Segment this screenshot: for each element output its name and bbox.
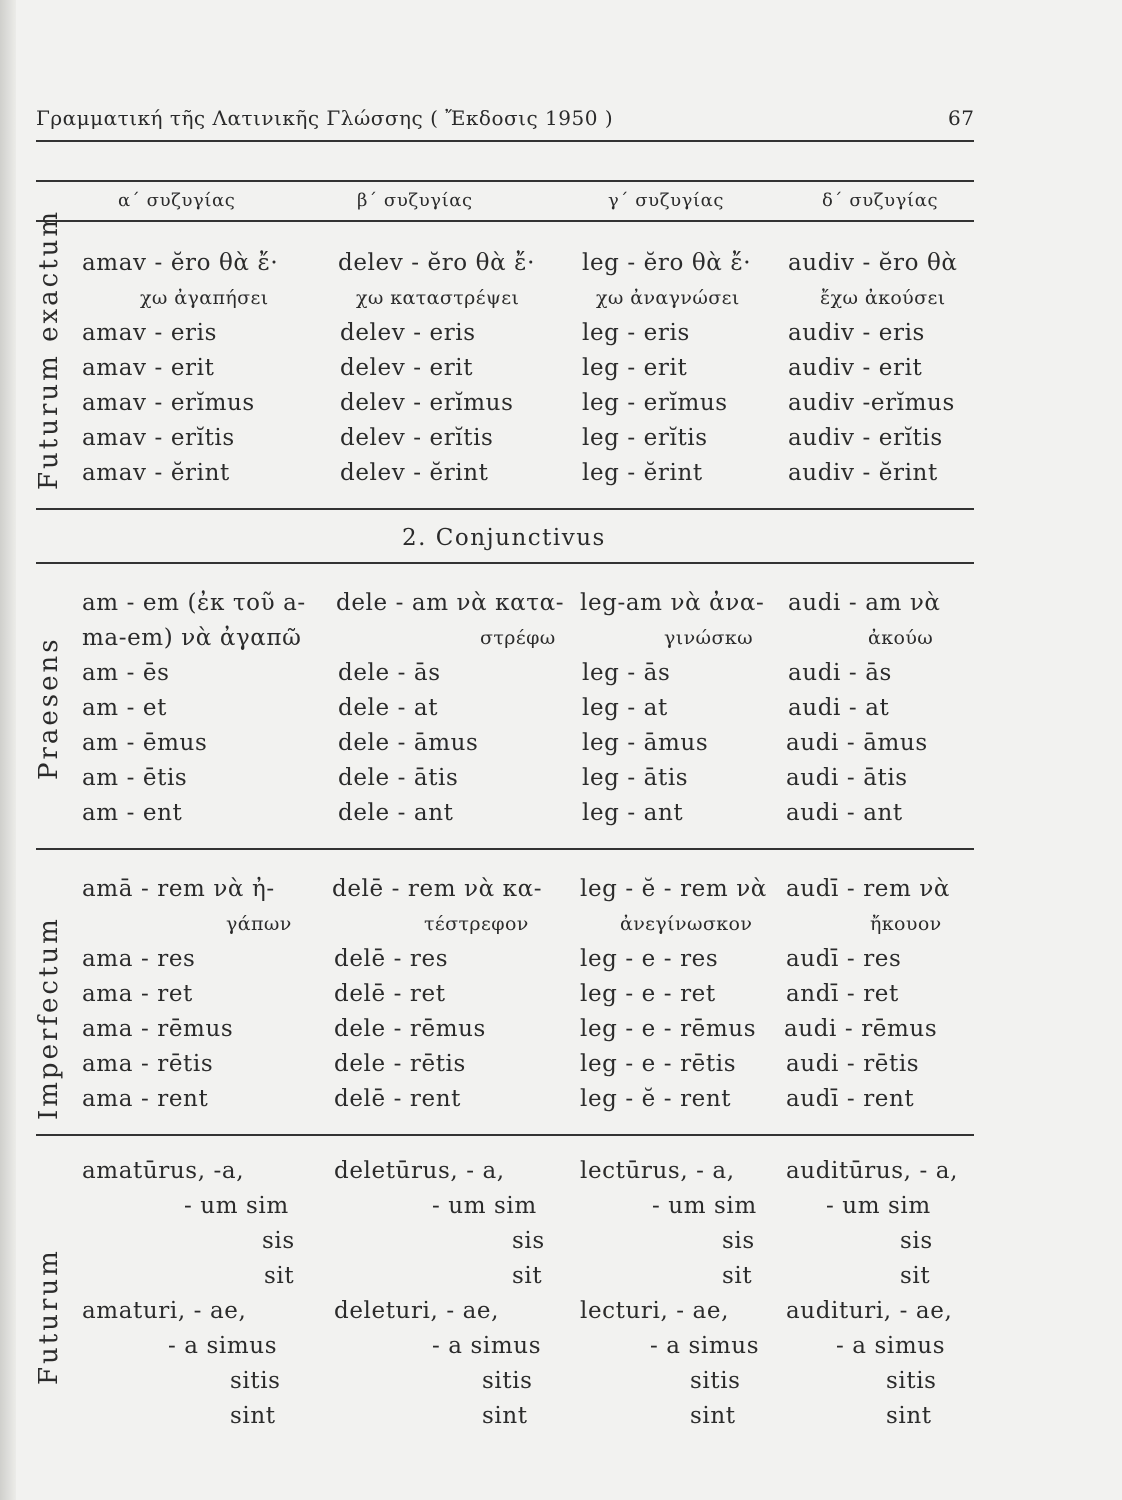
section-label-futurum-exactum: Futurum exactum [34,208,64,490]
section-label-imperfectum: Imperfectum [34,916,64,1120]
table-cell: audi - am νὰ [788,590,941,616]
table-cell: χω καταστρέψει [356,287,520,309]
table-cell: audi - ātis [786,765,908,791]
table-cell: ama - rent [82,1086,209,1112]
table-cell: leg - ĕ - rent [580,1086,732,1112]
table-cell: audī - res [786,946,902,972]
table-cell: γάπων [226,913,292,935]
column-header-1: α΄ συζυγίας [118,190,236,211]
table-cell: delē - rent [334,1086,461,1112]
table-cell: delev - erit [340,355,474,381]
table-cell: audi - ant [786,800,903,826]
table-cell: ama - ret [82,981,193,1007]
table-cell: amav - ĕrint [82,460,230,486]
table-cell: leg - e - ret [580,981,716,1007]
table-cell: delev - erĭtis [340,425,494,451]
table-cell: amav - ĕro θὰ ἔ· [82,250,279,276]
table-cell: deletūrus, - a, [334,1158,505,1184]
table-cell: sit [722,1263,753,1289]
table-cell: sit [264,1263,295,1289]
table-cell: am - ēs [82,660,170,686]
table-cell: deleturi, - ae, [334,1298,500,1324]
table-cell: ma-em) νὰ ἀγαπῶ [82,625,302,651]
section-rule [36,848,974,850]
page-binding-shadow [0,0,16,1500]
table-cell: sit [900,1263,931,1289]
table-cell: χω ἀγαπήσει [140,287,269,309]
section-label-praesens: Praesens [34,636,64,780]
table-cell: lecturi, - ae, [580,1298,729,1324]
table-cell: lectūrus, - a, [580,1158,735,1184]
column-header-4: δ΄ συζυγίας [822,190,939,211]
table-cell: amatūrus, -a, [82,1158,245,1184]
table-cell: leg - e - rētis [580,1051,737,1077]
table-cell: sint [482,1403,528,1429]
table-cell: - a simus [836,1333,946,1359]
table-cell: leg - ĕrint [582,460,703,486]
table-cell: leg - ĕ - rem νὰ [580,876,767,902]
table-cell: am - ētis [82,765,188,791]
table-cell: dele - ātis [338,765,459,791]
table-cell: ama - res [82,946,196,972]
column-header-bottom-rule [36,220,974,222]
table-cell: - um sim [652,1193,757,1219]
table-cell: auditūrus, - a, [786,1158,958,1184]
table-cell: leg - ātis [582,765,689,791]
table-cell: leg - erĭtis [582,425,708,451]
table-cell: delē - ret [334,981,446,1007]
table-cell: leg - ĕro θὰ ἔ· [582,250,752,276]
table-cell: sitis [230,1368,281,1394]
table-cell: andī - ret [786,981,899,1007]
table-cell: audiv - erit [788,355,923,381]
table-cell: audi - āmus [786,730,928,756]
table-cell: delev - erĭmus [340,390,514,416]
header-rule [36,140,974,142]
table-cell: ἤκουον [870,913,942,935]
table-cell: sit [512,1263,543,1289]
section-rule [36,508,974,510]
table-cell: leg - eris [582,320,690,346]
table-cell: dele - am νὰ κατα- [336,590,565,616]
table-cell: audiv - erĭtis [788,425,943,451]
page-number: 67 [948,106,975,130]
table-cell: - a simus [168,1333,278,1359]
table-cell: amav - erit [82,355,215,381]
table-cell: dele - rēmus [334,1016,486,1042]
table-cell: dele - āmus [338,730,479,756]
table-cell: dele - ās [338,660,441,686]
table-cell: leg-am νὰ ἀνα- [580,590,765,616]
running-title: Γραμματική τῆς Λατινικῆς Γλώσσης ( Ἔκδοσις 1950 ) [36,106,614,130]
table-cell: sis [262,1228,295,1254]
table-cell: amav - erĭtis [82,425,235,451]
table-cell: delev - ĕro θὰ ἔ· [338,250,535,276]
table-cell: sitis [482,1368,533,1394]
table-cell: audi - ās [788,660,892,686]
table-cell: leg - erit [582,355,688,381]
table-cell: γινώσκω [664,627,753,649]
table-cell: dele - at [338,695,439,721]
table-cell: ἀνεγίνωσκον [620,913,753,935]
table-cell: dele - ant [338,800,454,826]
table-cell: leg - e - res [580,946,719,972]
table-cell: sint [886,1403,932,1429]
table-cell: am - et [82,695,167,721]
table-cell: am - em (ἐκ τοῦ a- [82,590,306,616]
table-cell: amaturi, - ae, [82,1298,247,1324]
table-cell: audiv - ĕrint [788,460,938,486]
table-cell: sitis [690,1368,741,1394]
table-cell: am - ēmus [82,730,208,756]
table-cell: - a simus [650,1333,760,1359]
table-cell: amav - eris [82,320,217,346]
table-cell: audi - at [788,695,890,721]
table-cell: - a simus [432,1333,542,1359]
section-rule [36,562,974,564]
table-cell: audiv - eris [788,320,925,346]
table-cell: sitis [886,1368,937,1394]
table-cell: ἔχω ἀκούσει [820,287,946,309]
table-cell: τέστρεφον [424,913,529,935]
table-cell: audī - rem νὰ [786,876,951,902]
table-cell: am - ent [82,800,183,826]
table-cell: ἀκούω [868,627,934,649]
column-header-2: β΄ συζυγίας [357,190,473,211]
table-cell: audiv - ĕro θὰ [788,250,958,276]
table-cell: audi - rēmus [784,1016,938,1042]
table-cell: leg - ās [582,660,671,686]
table-cell: ama - rētis [82,1051,214,1077]
table-cell: leg - āmus [582,730,709,756]
table-cell: sis [900,1228,933,1254]
table-cell: leg - at [582,695,668,721]
table-cell: leg - e - rēmus [580,1016,757,1042]
column-header-3: γ΄ συζυγίας [608,190,725,211]
table-cell: στρέφω [480,627,556,649]
table-cell: - um sim [184,1193,289,1219]
table-cell: sis [512,1228,545,1254]
section-label-futurum: Futurum [34,1248,64,1385]
table-cell: delē - res [334,946,449,972]
table-cell: amav - erĭmus [82,390,255,416]
table-cell: - um sim [826,1193,931,1219]
column-header-top-rule [36,180,974,182]
table-cell: dele - rētis [334,1051,466,1077]
section-rule [36,1134,974,1136]
table-cell: delev - eris [340,320,476,346]
table-cell: sis [722,1228,755,1254]
table-cell: ama - rēmus [82,1016,234,1042]
table-cell: sint [230,1403,276,1429]
table-cell: leg - erĭmus [582,390,728,416]
table-cell: delē - rem νὰ κα- [332,876,543,902]
table-cell: amā - rem νὰ ἠ- [82,876,275,902]
table-cell: leg - ant [582,800,684,826]
table-cell: audiv -erĭmus [788,390,955,416]
table-cell: audituri, - ae, [786,1298,953,1324]
table-cell: sint [690,1403,736,1429]
table-cell: χω ἀναγνώσει [596,287,740,309]
table-cell: audi - rētis [786,1051,920,1077]
conjunctivus-title: 2. Conjunctivus [402,525,606,551]
table-cell: audī - rent [786,1086,915,1112]
table-cell: delev - ĕrint [340,460,489,486]
table-cell: - um sim [432,1193,537,1219]
